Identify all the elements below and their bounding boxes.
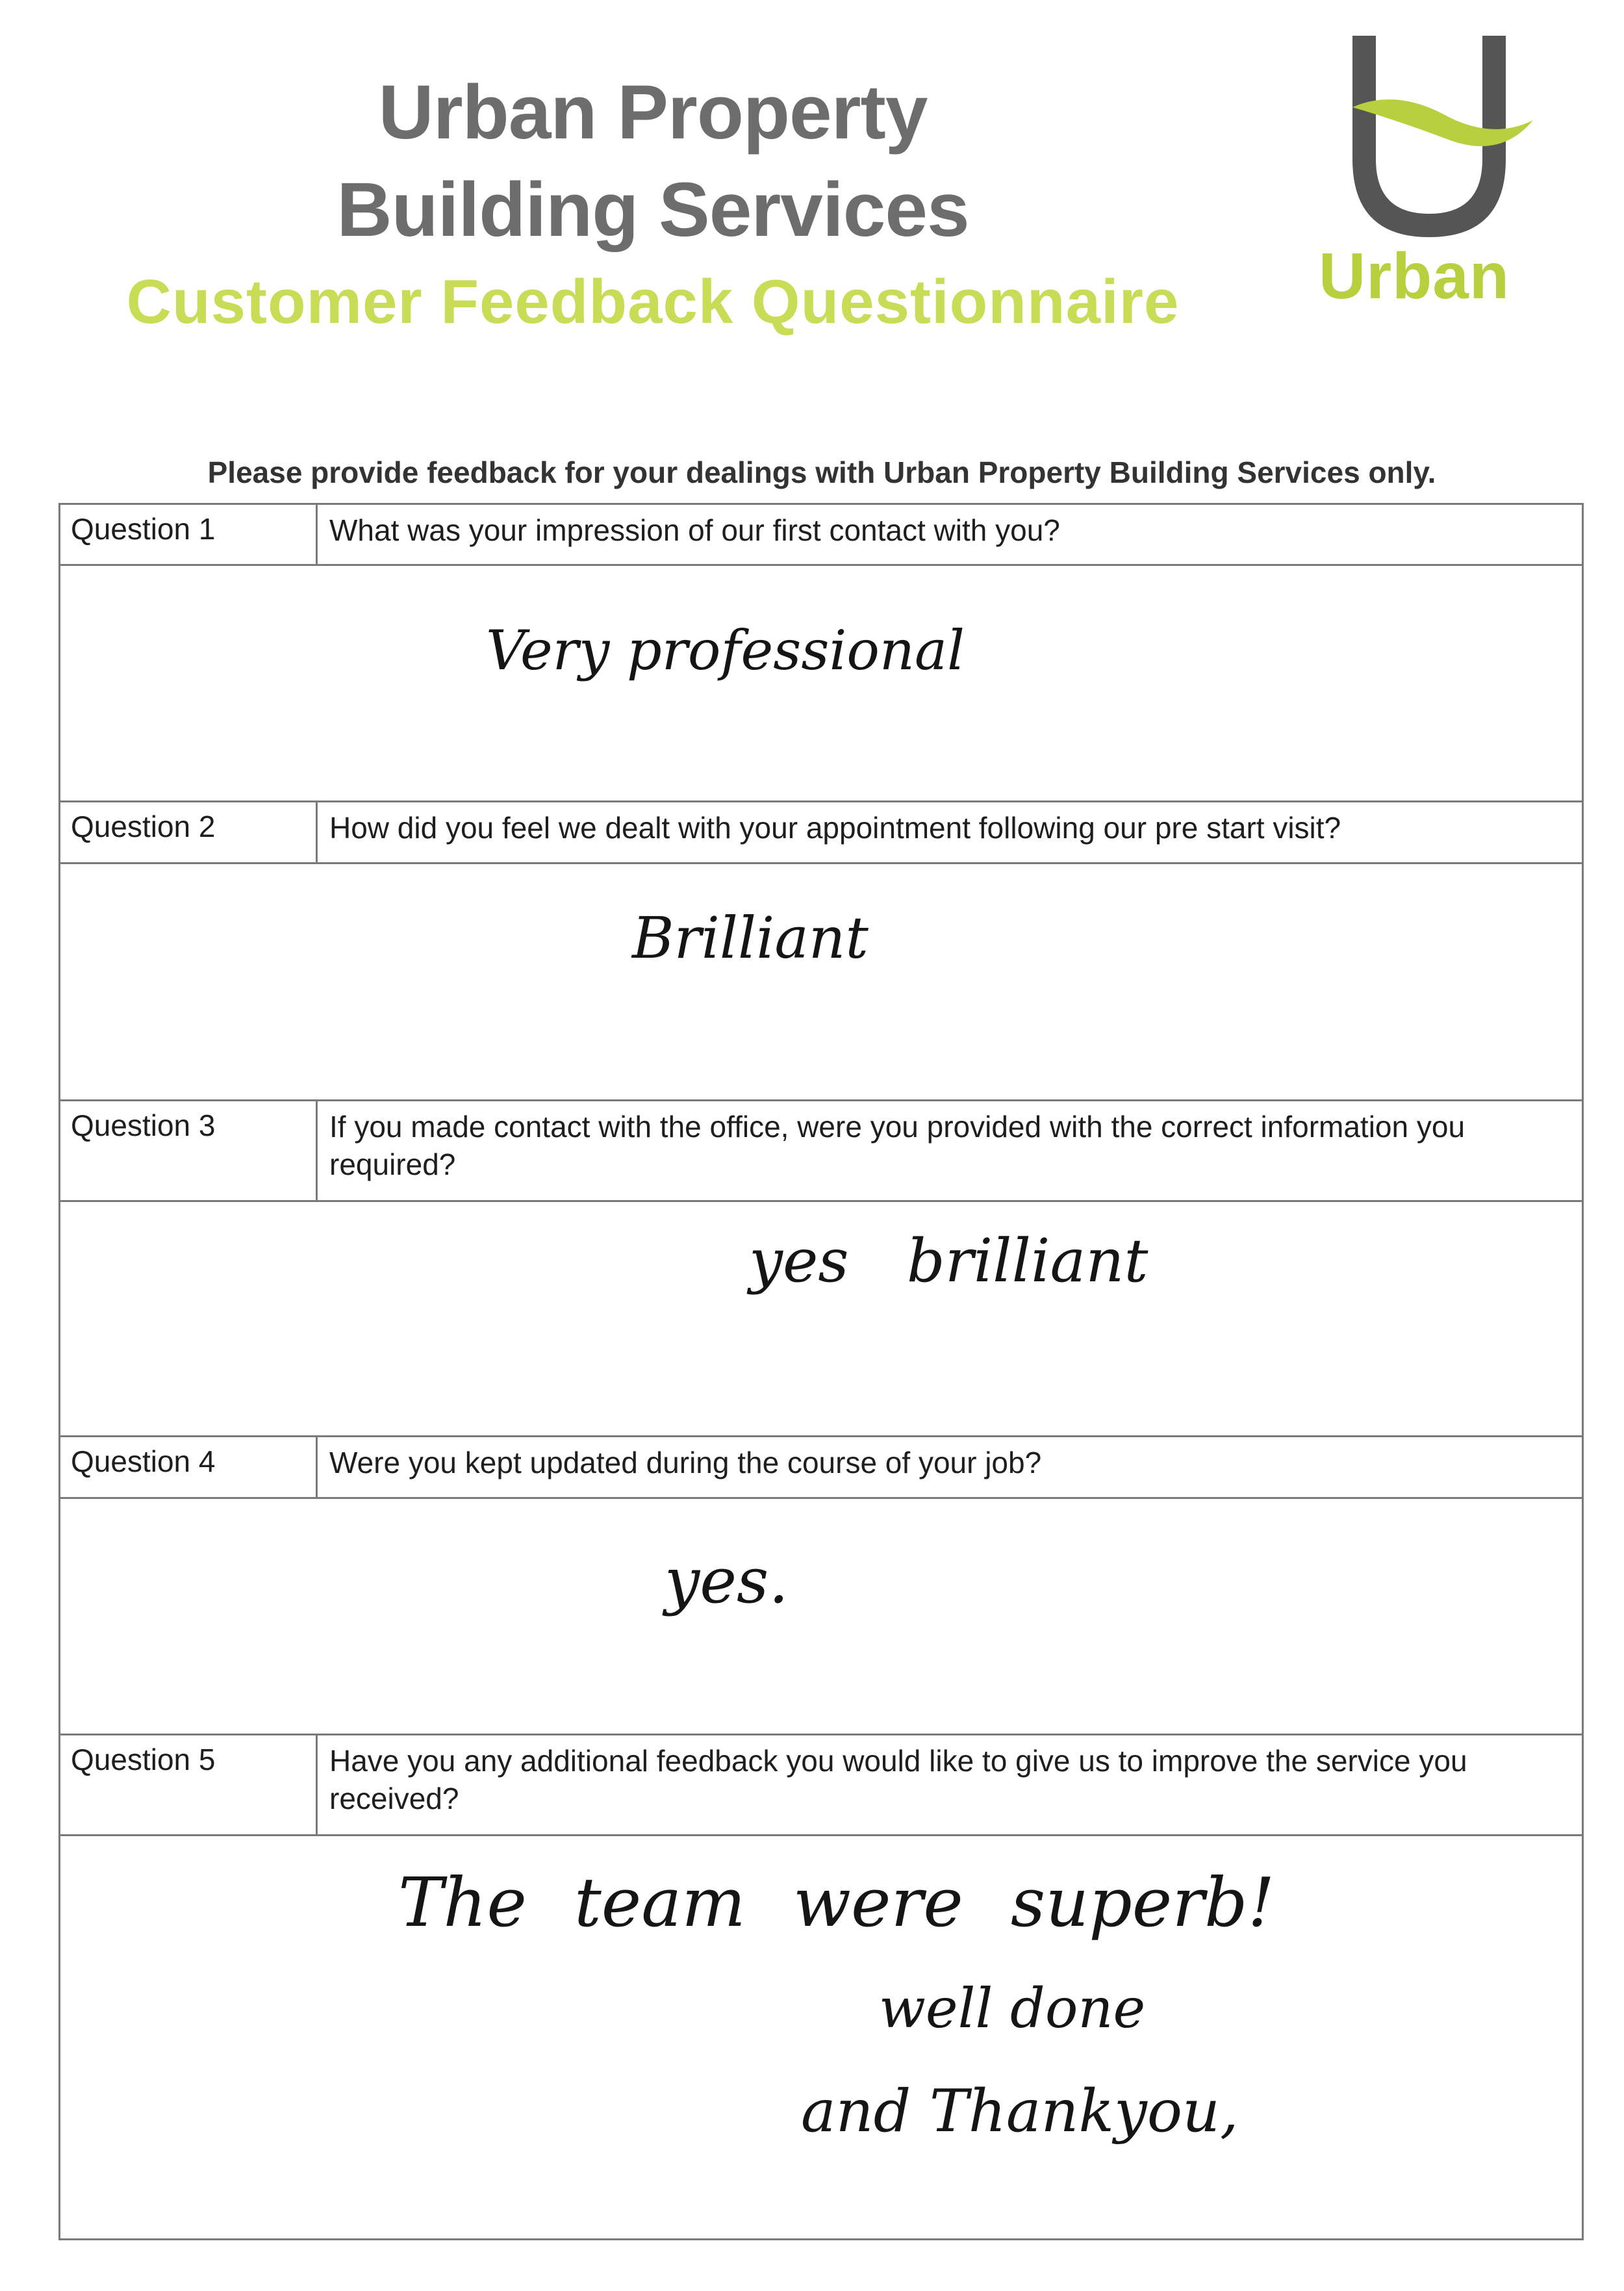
question-1-label: Question 1 — [60, 505, 318, 564]
question-5-answer-line-3: and Thankyou, — [801, 2077, 1239, 2145]
question-1-text: What was your impression of our first contact with you? — [329, 513, 1060, 547]
logo-wordmark: Urban — [1319, 240, 1510, 313]
company-name-line2: Building Services — [336, 167, 969, 253]
question-5-header — [60, 1734, 1582, 1836]
question-1-header — [60, 505, 1582, 566]
question-4-label: Question 4 — [60, 1437, 318, 1497]
question-4-header — [60, 1435, 1582, 1499]
question-3-header — [60, 1099, 1582, 1202]
question-2-text: How did you feel we dealt with your appointment following our pre start visit? — [329, 811, 1341, 845]
question-5-answer-line-1: The team were superb! — [398, 1863, 1275, 1942]
question-1-answer: Very professional — [486, 619, 965, 682]
question-5-label: Question 5 — [60, 1735, 318, 1834]
question-5-text: Have you any additional feedback you would like to give us to improve the service you received? — [329, 1744, 1467, 1815]
question-2-header — [60, 800, 1582, 864]
question-3-text: If you made contact with the office, were you provided with the correct information you required? — [329, 1110, 1465, 1181]
question-5-answer-line-2: well done — [879, 1977, 1146, 2040]
question-2-label: Question 2 — [60, 802, 318, 862]
question-3-label: Question 3 — [60, 1101, 318, 1200]
question-2-answer: Brilliant — [632, 904, 869, 971]
form-subtitle: Customer Feedback Questionnaire — [126, 267, 1180, 337]
questionnaire-form — [58, 503, 1584, 2240]
question-3-answer: yes brilliant — [749, 1226, 1148, 1296]
company-name-line1: Urban Property — [378, 70, 928, 155]
question-4-text: Were you kept updated during the course of your job? — [329, 1446, 1042, 1479]
instruction-text: Please provide feedback for your dealings with Urban Property Building Services only. — [207, 455, 1436, 489]
question-4-answer: yes. — [665, 1544, 789, 1617]
